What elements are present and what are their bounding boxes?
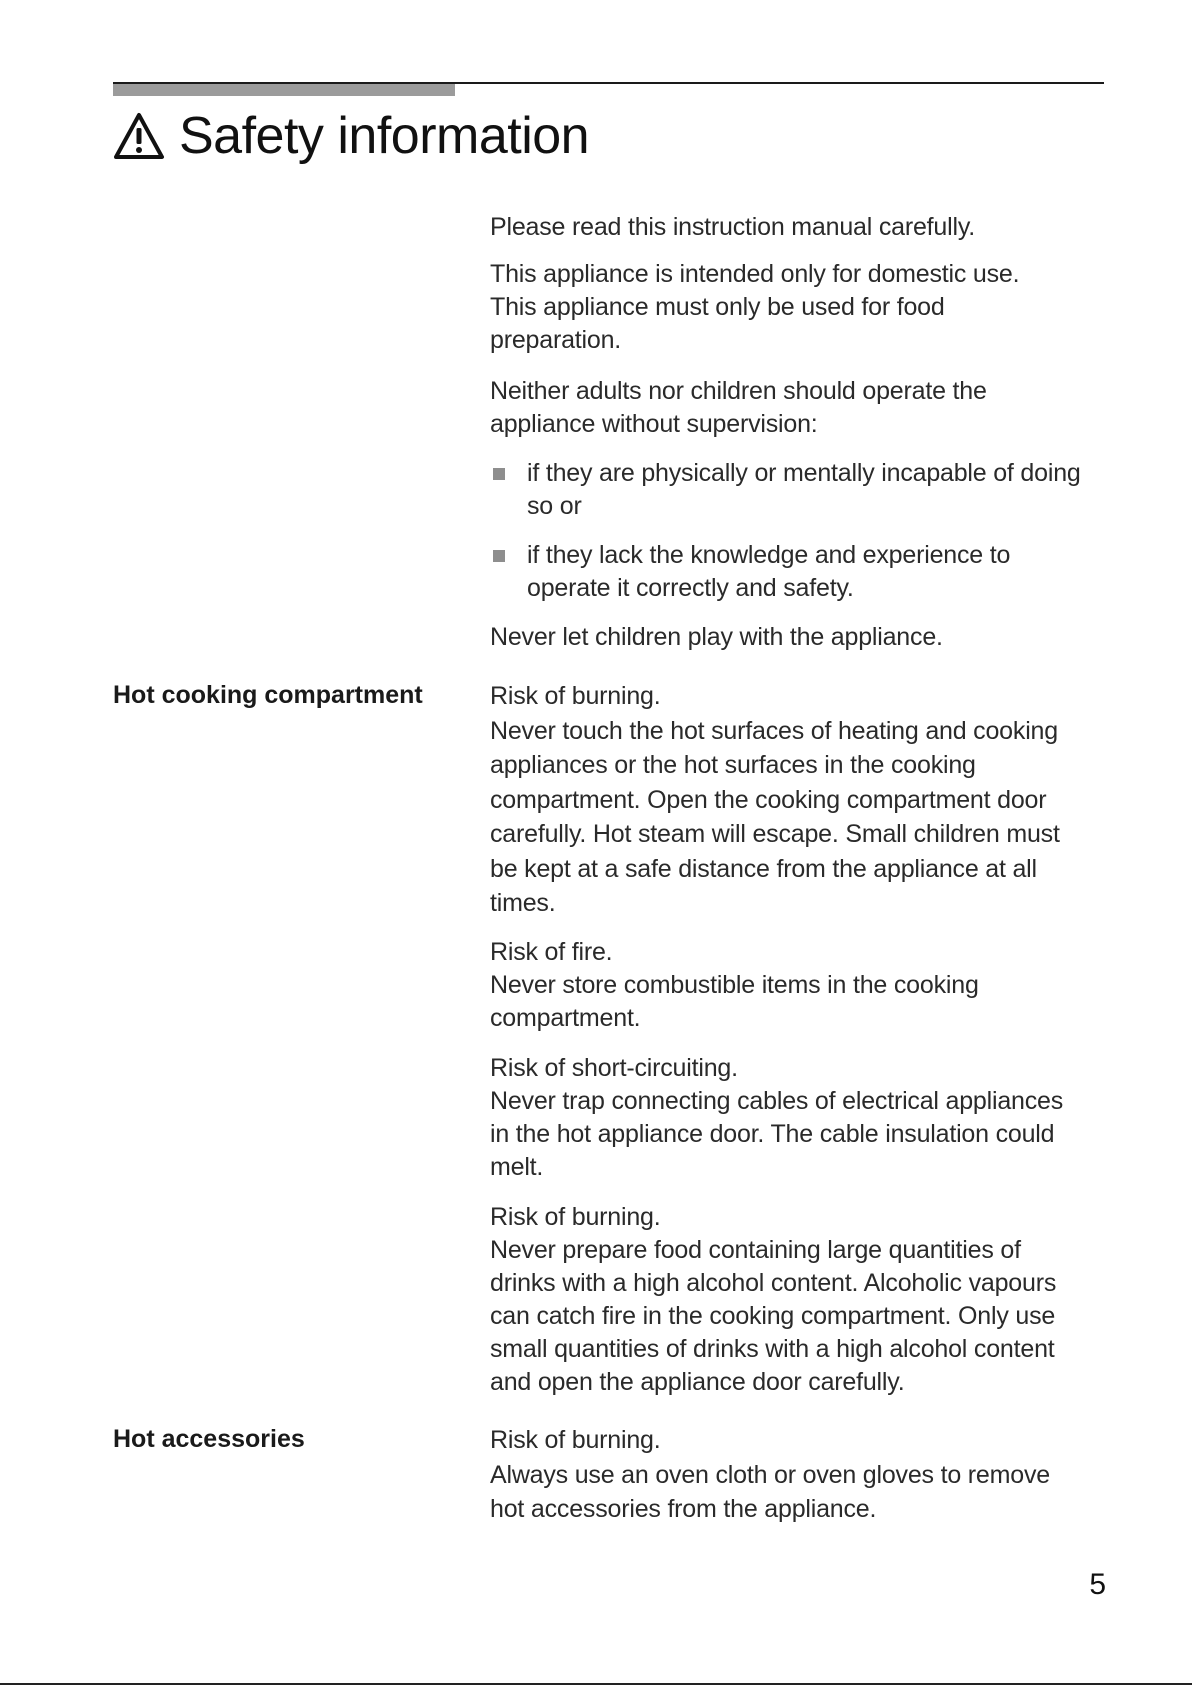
text-line: Neither adults nor children should operate the: [490, 377, 987, 405]
text-line: compartment.: [490, 1004, 641, 1032]
text-line: appliance without supervision:: [490, 410, 818, 438]
page-title-text: Safety information: [179, 107, 590, 165]
text-line: Risk of burning.: [490, 1203, 661, 1231]
section-heading-hot-cooking-compartment: Hot cooking compartment: [113, 681, 423, 709]
warning-block: [490, 1201, 1105, 1399]
text-line: drinks with a high alcohol content. Alcoholic vapours: [490, 1269, 1057, 1297]
warning-triangle-icon: [113, 112, 165, 160]
page-number: 5: [1089, 1568, 1106, 1601]
text-line: preparation.: [490, 326, 622, 354]
text-line: appliances or the hot surfaces in the cooking: [490, 751, 976, 779]
text-line: Never store combustible items in the cooking: [490, 971, 979, 999]
bullet-item: [527, 457, 1117, 523]
text-line: be kept at a safe distance from the appliance at all: [490, 854, 1037, 883]
text-line: melt.: [490, 1153, 544, 1181]
text-line: Risk of burning.: [490, 682, 661, 710]
text-line: small quantities of drinks with a high alcohol content: [490, 1335, 1055, 1363]
warning-block: [490, 1052, 1105, 1184]
text-line: This appliance is intended only for domestic use.: [490, 260, 1020, 288]
intro-children: Never let children play with the appliance.: [490, 623, 943, 651]
page-title: [113, 104, 589, 168]
text-line: Risk of fire.: [490, 938, 613, 966]
text-line: Never touch the hot surfaces of heating and cooking: [490, 716, 1058, 745]
text-line: times.: [490, 889, 556, 917]
text-line: This appliance must only be used for food: [490, 293, 945, 321]
intro-supervision: [490, 375, 1105, 441]
text-line: and open the appliance door carefully.: [490, 1368, 905, 1396]
warning-block: [490, 936, 1105, 1035]
text-line: Risk of short-circuiting.: [490, 1054, 738, 1082]
text-line: Risk of burning.: [490, 1426, 661, 1454]
text-line: in the hot appliance door. The cable insulation could: [490, 1120, 1055, 1148]
text-line: Never prepare food containing large quantities of: [490, 1236, 1021, 1264]
bullet-item: [527, 539, 1117, 605]
text-line: hot accessories from the appliance.: [490, 1495, 877, 1523]
text-line: operate it correctly and safety.: [527, 574, 854, 602]
text-line: can catch fire in the cooking compartment. Only use: [490, 1302, 1056, 1330]
text-line: Never trap connecting cables of electrical appliances: [490, 1087, 1064, 1115]
text-line: Always use an oven cloth or oven gloves to remove: [490, 1460, 1050, 1489]
text-line: compartment. Open the cooking compartment door: [490, 785, 1047, 814]
text-line: carefully. Hot steam will escape. Small children must: [490, 820, 1060, 848]
text-line: so or: [527, 492, 582, 520]
intro-domestic-use: [490, 258, 1105, 357]
section-heading-hot-accessories: Hot accessories: [113, 1425, 305, 1453]
header-accent-bar: [113, 84, 455, 96]
square-bullet-icon: [493, 468, 505, 480]
text-line: if they are physically or mentally incapable of doing: [527, 459, 1081, 487]
warning-block: [490, 1423, 1105, 1527]
warning-block: [490, 679, 1105, 921]
text-line: if they lack the knowledge and experience to: [527, 541, 1011, 569]
intro-read-manual: Please read this instruction manual carefully.: [490, 213, 976, 241]
square-bullet-icon: [493, 550, 505, 562]
